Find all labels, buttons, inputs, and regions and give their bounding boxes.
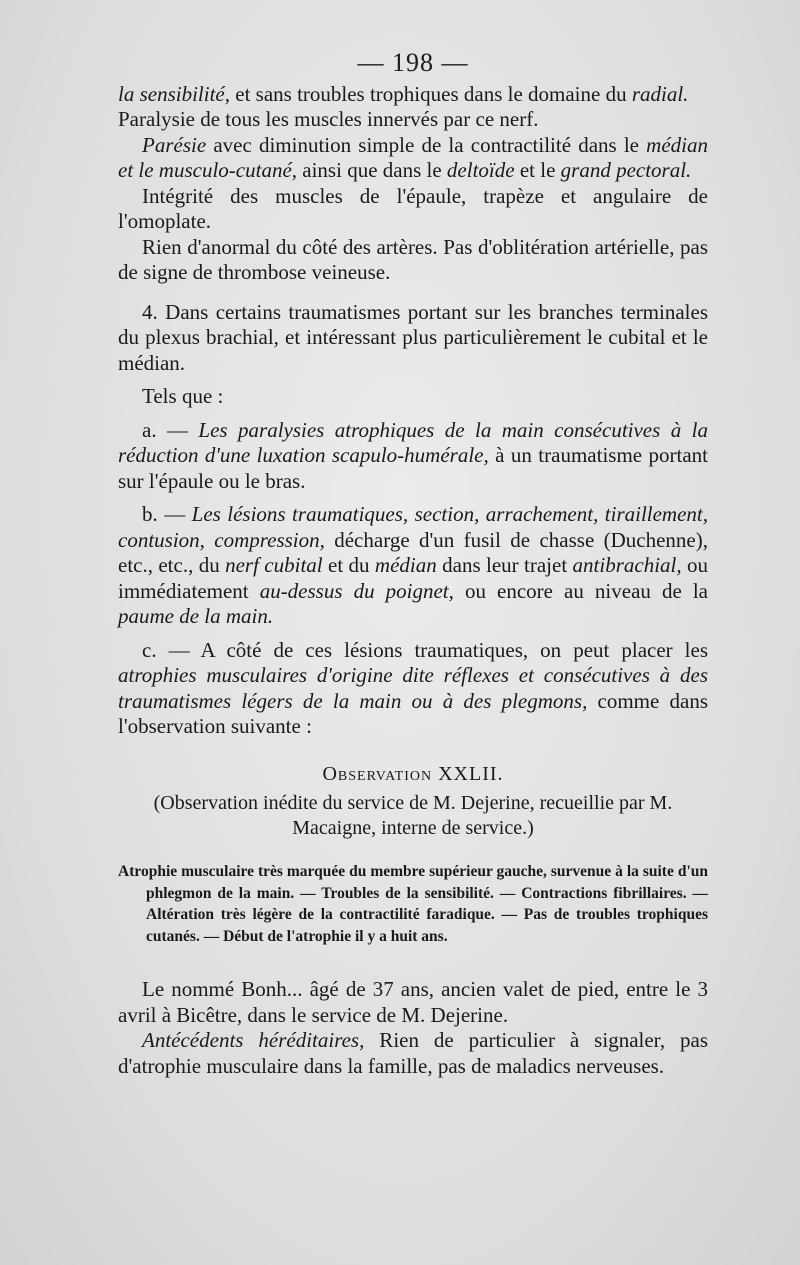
page-text: [118, 50, 708, 1079]
paragraph-item-b: b. — Les lésions traumatiques, section, arrachement, tiraillement, contusion, compression, décharge d'un fusil de chasse (Duchenne), etc., etc., du nerf cubital et du médian dans leur trajet antibrachial, ou immédiatement au-dessus du poignet, ou encore au niveau de la paume de la main.: [118, 502, 709, 628]
italic-term: radial.: [631, 81, 689, 106]
italic-term: atrophies musculaires d'origine dite réflexes et consécutives à des traumatismes légers de la main ou à des plegmons,: [118, 663, 708, 713]
italic-term: antibrachial,: [572, 553, 682, 577]
paragraph-paresie: Parésie avec diminution simple de la contractilité dans le médian et le musculo-cutané, ainsi que dans le deltoïde et le grand pectoral.: [118, 132, 708, 182]
paragraph-radial: la sensibilité, et sans troubles trophiques dans le domaine du radial.: [118, 81, 689, 106]
paragraph-patient: Le nommé Bonh... âgé de 37 ans, ancien valet de pied, entre le 3 avril à Bicêtre, dans le service de M. Dejerine.: [118, 977, 708, 1027]
italic-term: nerf cubital: [225, 553, 323, 577]
observation-note: (Observation inédite du service de M. Dejerine, recueillie par M. Macaigne, interne de service.): [153, 792, 673, 839]
observation-title: Observation XXLII.: [322, 762, 504, 785]
observation-body: [118, 977, 708, 1079]
page-number: — 198 —: [357, 48, 469, 77]
paragraph-traumatismes: 4. Dans certains traumatismes portant sur les branches terminales du plexus brachial, et intéressant plus particulièrement le cubital et le médian.: [118, 299, 708, 375]
italic-term: Les paralysies atrophiques de la main consécutives à la réduction d'une luxation scapulo-humérale,: [118, 417, 708, 467]
paragraph-arteres: Rien d'anormal du côté des artères. Pas d'oblitération artérielle, pas de signe de thrombose veineuse.: [118, 234, 708, 284]
italic-term: deltoïde: [446, 158, 515, 182]
paragraph-item-a: a. — Les paralysies atrophiques de la main consécutives à la réduction d'une luxation scapulo-humérale, à un traumatisme portant sur l'épaule ou le bras.: [118, 417, 708, 493]
italic-term: au-dessus du poignet,: [259, 578, 454, 603]
paragraph-antecedents: Antécédents héréditaires, Rien de particulier à signaler, pas d'atrophie musculaire dans la famille, pas de maladics nerveuses.: [118, 1028, 709, 1078]
paragraph-item-c: c. — A côté de ces lésions traumatiques, on peut placer les atrophies musculaires d'origine dite réflexes et consécutives à des traumatismes légers de la main ou à des plegmons, comme dans l'observation suivante :: [118, 637, 708, 738]
italic-term: médian et le musculo-cutané,: [118, 132, 708, 182]
italic-term: paume de la main.: [118, 604, 274, 628]
italic-term: Les lésions traumatiques, section, arrachement, tiraillement, contusion, compression,: [118, 502, 709, 552]
italic-term: grand pectoral.: [560, 158, 692, 182]
observation-summary: Atrophie musculaire très marquée du membre supérieur gauche, survenue à la suite d'un phlegmon de la main. — Troubles de la sensibilité. — Contractions fibrillaires. — Altération très légère de la contractilité faradique. — Pas de troubles trophiques cutanés. — Début de l'atrophie il y a huit ans.: [118, 863, 708, 945]
italic-term: Parésie: [142, 132, 207, 157]
italic-term: Antécédents héréditaires,: [142, 1028, 365, 1052]
paragraph-tels-que: Tels que :: [142, 384, 224, 408]
italic-term: la sensibilité: [118, 81, 225, 106]
paragraph-integrite: Intégrité des muscles de l'épaule, trapèze et angulaire de l'omoplate.: [118, 183, 708, 233]
paragraph-paralysie: Paralysie de tous les muscles innervés par ce nerf.: [118, 107, 539, 131]
italic-term: médian: [374, 553, 437, 577]
